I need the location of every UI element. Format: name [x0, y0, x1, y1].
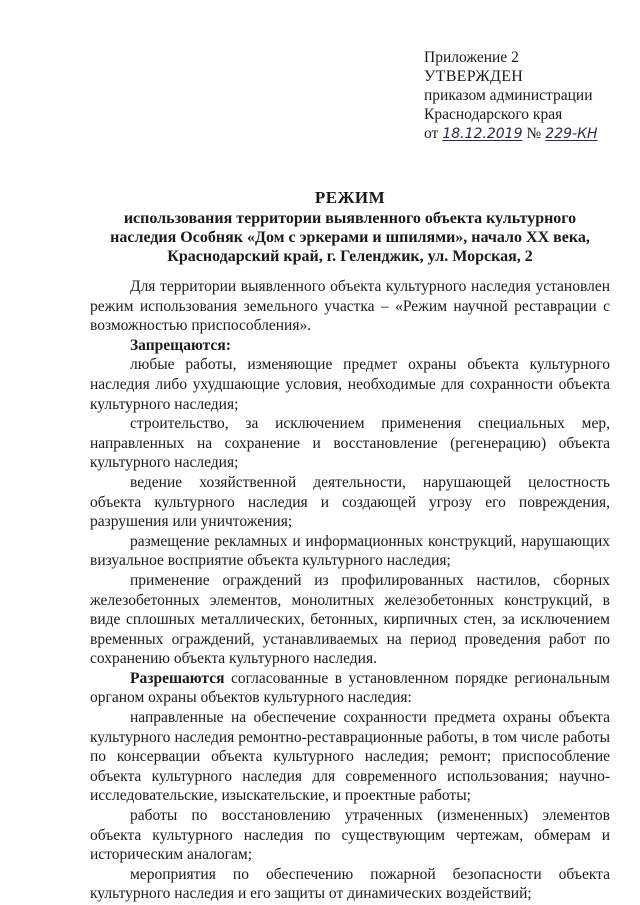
annex-label: Приложение 2 [424, 49, 519, 66]
allowed-heading: Разрешаются [130, 669, 225, 687]
prohibited-heading: Запрещаются: [130, 336, 231, 354]
title-line-2: наследия Особняк «Дом с эркерами и шпилями», начало XX века, [110, 229, 590, 246]
approval-line-1: приказом администрации [424, 87, 593, 104]
allowed-item: работы по восстановлению утраченных (измененных) элементов объекта культурного наследия по существующим чертежам, обмерам и историческим аналогам; [90, 807, 610, 864]
intro-paragraph: Для территории выявленного объекта культурного наследия установлен режим использования земельного участка – «Режим научной реставрации с возможностью приспособления». [90, 278, 610, 335]
approved-label: УТВЕРЖДЕН [424, 68, 524, 85]
document-body [90, 277, 610, 904]
allowed-intro-text: согласованные в установленном порядке региональным органом охраны объектов культурного наследия: [90, 669, 610, 707]
approval-line-2: Краснодарского края [424, 106, 563, 123]
prohibited-item: любые работы, изменяющие предмет охраны объекта культурного наследия либо ухудшающие условия, необходимые для сохранности объекта культурного наследия; [90, 356, 610, 413]
handwritten-date: 18.12.2019 [442, 126, 523, 142]
allowed-item: направленные на обеспечение сохранности предмета охраны объекта культурного наследия ремонтно-реставрационные работы, в том числе работы по консервации объекта культурного наследия; ремонт; приспособление объекта культурного наследия для современного использования; научно-исследовательские, изыскательские, и проектные работы; [90, 709, 610, 805]
prohibited-item: размещение рекламных и информационных конструкций, нарушающих визуальное восприятие объекта культурного наследия; [90, 532, 610, 570]
number-prefix: № [526, 125, 542, 142]
title-line-3: Краснодарский край, г. Геленджик, ул. Морская, 2 [167, 248, 533, 265]
allowed-item: мероприятия по обеспечению пожарной безопасности объекта культурного наследия и его защиты от динамических воздействий; [90, 865, 610, 903]
document-title: РЕЖИМ [314, 188, 386, 207]
prohibited-item: применение ограждений из профилированных настилов, сборных железобетонных элементов, монолитных железобетонных конструкций, в виде сплошных металлических, бетонных, кирпичных стен, за исключением временных ограждений, устанавливаемых на период проведения работ по сохранению объекта культурного наследия. [90, 571, 610, 668]
prohibited-item: строительство, за исключением применения специальных мер, направленных на сохранение и восстановление (регенерацию) объекта культурного наследия; [90, 415, 610, 472]
title-line-1: использования территории выявленного объекта культурного [123, 210, 577, 227]
approval-header [424, 48, 624, 144]
handwritten-number: 229-КН [545, 126, 598, 142]
allowed-intro [90, 669, 610, 708]
document-title-block [90, 188, 610, 266]
date-prefix: от [424, 125, 439, 142]
prohibited-item: ведение хозяйственной деятельности, нарушающей целостность объекта культурного наследия и создающей угрозу его повреждения, разрушения или уничтожения; [90, 473, 610, 531]
date-number-line [424, 124, 624, 144]
